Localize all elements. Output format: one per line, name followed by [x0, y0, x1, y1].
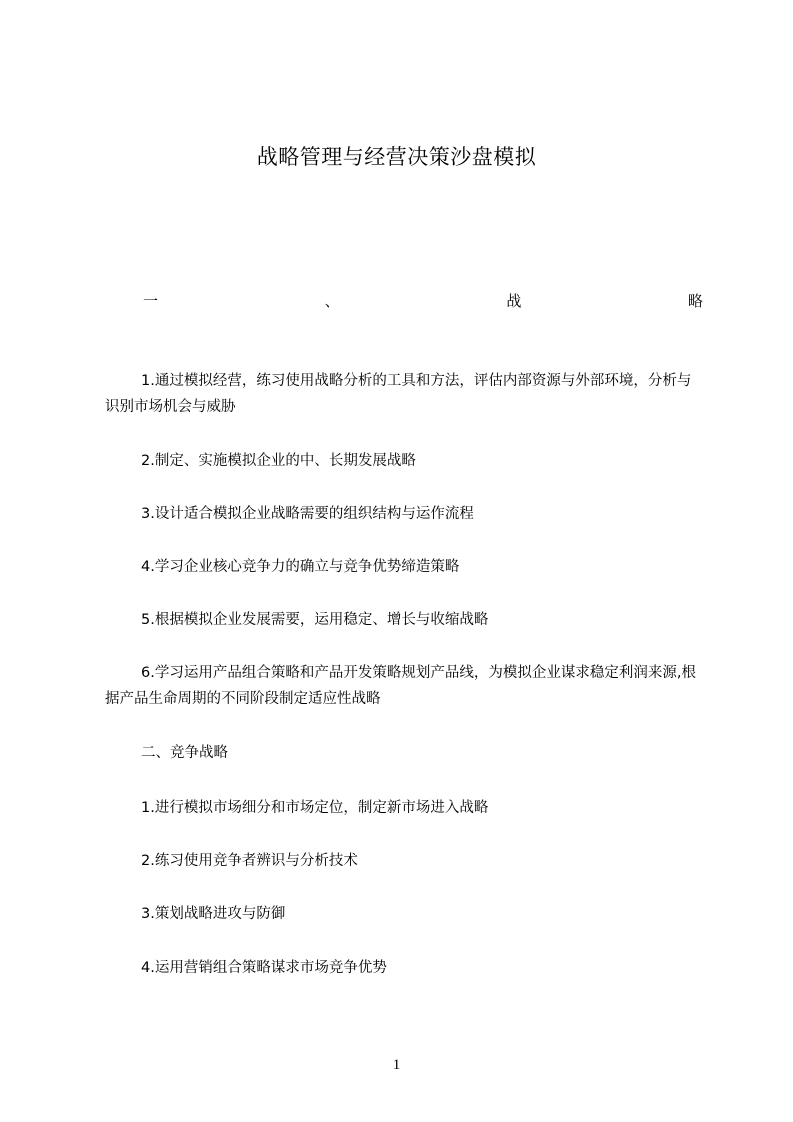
- section-2-item: [105, 848, 705, 874]
- section-1-heading-char: 战: [506, 292, 522, 310]
- section-1-item: [105, 554, 705, 580]
- section-2-heading-text: 二、竞争战略: [141, 745, 228, 761]
- section-1-item: [105, 607, 705, 633]
- section-1-heading: [143, 290, 703, 314]
- section-1-item: [105, 501, 705, 527]
- section-1-heading-char: 略: [687, 292, 703, 310]
- item-text: 1.进行模拟市场细分和市场定位，制定新市场进入战略: [141, 800, 489, 816]
- section-2-item: [105, 901, 705, 927]
- item-text: 4.运用营销组合策略谋求市场竞争优势: [141, 960, 387, 976]
- item-text: 3.设计适合模拟企业战略需要的组织结构与运作流程: [141, 506, 474, 522]
- section-2-item: [105, 795, 705, 821]
- section-2-heading: [105, 740, 705, 766]
- item-text: 3.策划战略进攻与防御: [141, 906, 286, 922]
- item-text: 4.学习企业核心竞争力的确立与竞争优势缔造策略: [141, 559, 460, 575]
- item-text: 2.制定、实施模拟企业的中、长期发展战略: [141, 453, 416, 469]
- document-title: 战略管理与经营决策沙盘模拟: [256, 145, 537, 169]
- section-1-item: [105, 448, 705, 474]
- section-1-heading-char: 、: [324, 292, 340, 310]
- item-text: 1.通过模拟经营，练习使用战略分析的工具和方法，评估内部资源与外部环境，分析与识别市场机会与威胁: [105, 373, 692, 415]
- page-number: 1: [392, 1057, 401, 1073]
- item-text: 6.学习运用产品组合策略和产品开发策略规划产品线，为模拟企业谋求稳定利润来源,根据产品生命周期的不同阶段制定适应性战略: [105, 665, 696, 707]
- item-text: 2.练习使用竞争者辨识与分析技术: [141, 853, 358, 869]
- section-2-item: [105, 955, 705, 981]
- section-1-item: [105, 368, 705, 420]
- section-1-heading-char: 一: [143, 292, 159, 310]
- section-1-item: [105, 660, 705, 712]
- item-text: 5.根据模拟企业发展需要，运用稳定、增长与收缩战略: [141, 612, 489, 628]
